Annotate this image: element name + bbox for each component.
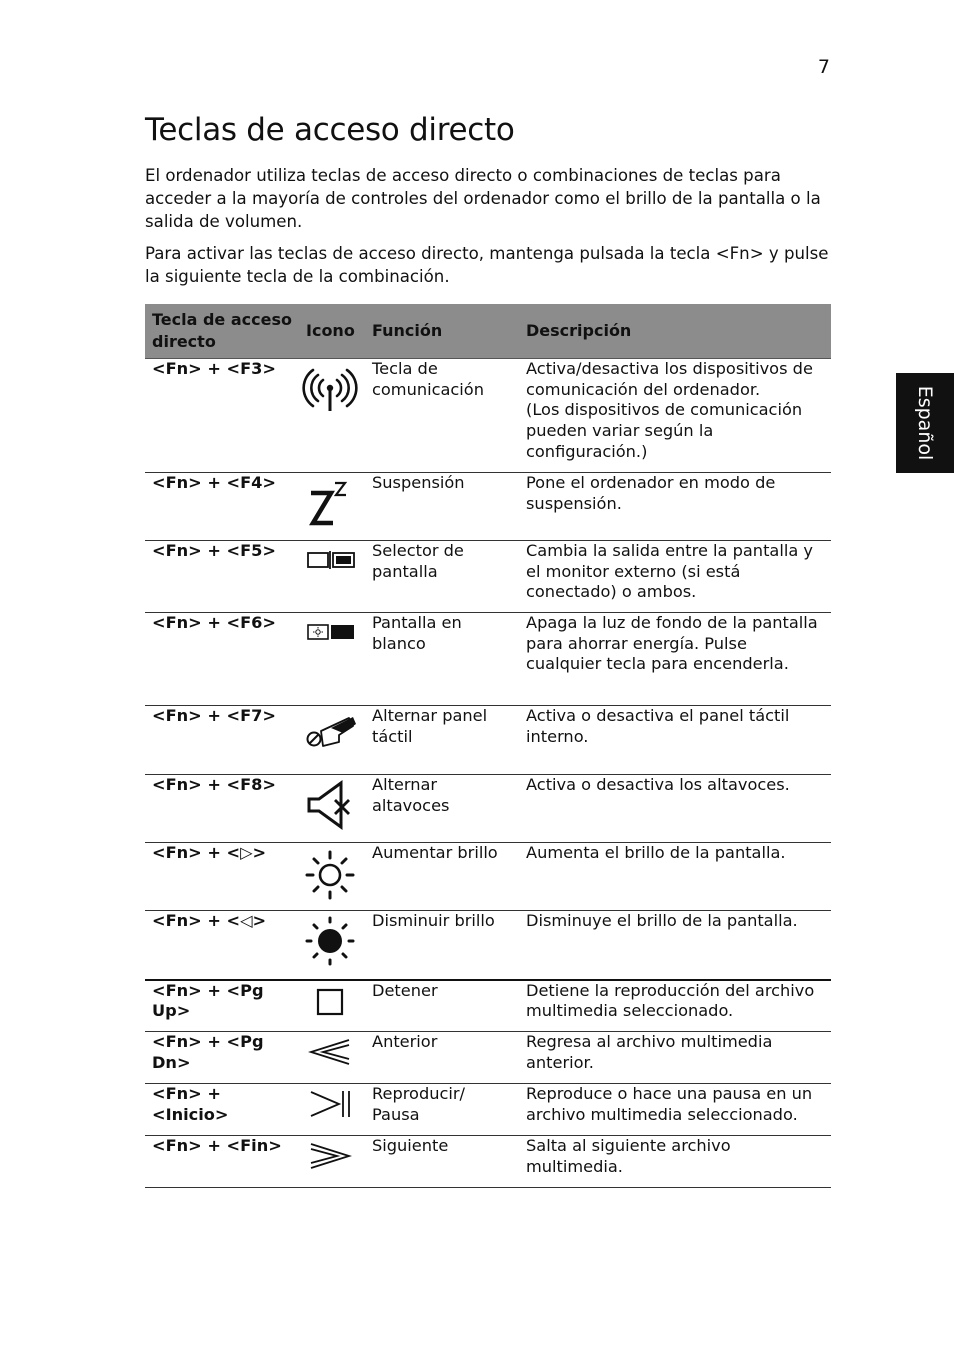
table-row	[145, 706, 831, 775]
description-cell: Apaga la luz de fondo de la pantalla para ahorrar energía. Pulse cualquier tecla para encenderla.	[519, 613, 831, 706]
hotkey-cell: <Fn> + <◁>	[145, 911, 299, 980]
description-cell: Reproduce o hace una pausa en un archivo multimedia seleccionado.	[519, 1084, 831, 1136]
function-cell: Suspensión	[365, 473, 519, 541]
table-row	[145, 541, 831, 613]
header-description: Descripción	[519, 304, 831, 359]
hotkey-cell: <Fn> + <F6>	[145, 613, 299, 706]
function-cell: Pantalla en blanco	[365, 613, 519, 706]
function-cell: Tecla de comunicación	[365, 359, 519, 473]
language-tab	[896, 373, 954, 473]
table-row	[145, 1084, 831, 1136]
page-title: Teclas de acceso directo	[145, 112, 515, 148]
page-number: 7	[817, 56, 830, 78]
table-row	[145, 911, 831, 980]
touchpad-toggle-icon	[299, 706, 365, 775]
function-cell: Siguiente	[365, 1136, 519, 1188]
description-cell: Activa o desactiva los altavoces.	[519, 775, 831, 843]
function-cell: Disminuir brillo	[365, 911, 519, 980]
sleep-icon	[299, 473, 365, 541]
hotkey-cell: <Fn> + <F3>	[145, 359, 299, 473]
description-cell: Cambia la salida entre la pantalla y el monitor externo (si está conectado) o ambos.	[519, 541, 831, 613]
previous-icon	[299, 1032, 365, 1084]
header-function: Función	[365, 304, 519, 359]
next-icon	[299, 1136, 365, 1188]
hotkey-cell: <Fn> + <F5>	[145, 541, 299, 613]
description-cell: Disminuye el brillo de la pantalla.	[519, 911, 831, 980]
table-header-row	[145, 304, 831, 359]
hotkey-cell: <Fn> + <F7>	[145, 706, 299, 775]
function-cell: Anterior	[365, 1032, 519, 1084]
function-cell: Detener	[365, 980, 519, 1032]
hotkey-table	[145, 304, 831, 1188]
hotkey-cell: <Fn> + <Inicio>	[145, 1084, 299, 1136]
table-row	[145, 359, 831, 473]
hotkey-cell: <Fn> + <Pg Dn>	[145, 1032, 299, 1084]
description-cell: Activa o desactiva el panel táctil interno.	[519, 706, 831, 775]
hotkey-cell: <Fn> + <Pg Up>	[145, 980, 299, 1032]
function-cell: Alternar altavoces	[365, 775, 519, 843]
intro-paragraph: El ordenador utiliza teclas de acceso directo o combinaciones de teclas para acceder a la mayoría de controles del ordenador como el brillo de la pantalla o la salida de volumen.	[145, 166, 821, 231]
brightness-down-icon	[299, 911, 365, 980]
header-icon: Icono	[299, 304, 365, 359]
hotkey-cell: <Fn> + <F8>	[145, 775, 299, 843]
hotkey-cell: <Fn> + <F4>	[145, 473, 299, 541]
wireless-icon	[299, 359, 365, 473]
table-row	[145, 1136, 831, 1188]
speaker-mute-icon	[299, 775, 365, 843]
screen-blank-icon	[299, 613, 365, 706]
display-toggle-icon	[299, 541, 365, 613]
description-cell: Salta al siguiente archivo multimedia.	[519, 1136, 831, 1188]
header-hotkey: Tecla de acceso directo	[145, 304, 299, 359]
description-cell: Activa/desactiva los dispositivos de comunicación del ordenador. (Los dispositivos de comunicación pueden variar según la configuración.)	[519, 359, 831, 473]
play-pause-icon	[299, 1084, 365, 1136]
language-tab-label: Español	[914, 385, 936, 461]
function-cell: Alternar panel táctil	[365, 706, 519, 775]
table-row	[145, 473, 831, 541]
description-cell: Regresa al archivo multimedia anterior.	[519, 1032, 831, 1084]
table-row	[145, 843, 831, 911]
brightness-up-icon	[299, 843, 365, 911]
function-cell: Reproducir/ Pausa	[365, 1084, 519, 1136]
stop-icon	[299, 980, 365, 1032]
description-cell: Detiene la reproducción del archivo multimedia seleccionado.	[519, 980, 831, 1032]
hotkey-cell: <Fn> + <Fin>	[145, 1136, 299, 1188]
function-cell: Selector de pantalla	[365, 541, 519, 613]
hotkey-cell: <Fn> + <▷>	[145, 843, 299, 911]
description-cell: Aumenta el brillo de la pantalla.	[519, 843, 831, 911]
function-cell: Aumentar brillo	[365, 843, 519, 911]
table-row	[145, 613, 831, 706]
table-row	[145, 1032, 831, 1084]
instruction-paragraph: Para activar las teclas de acceso directo, mantenga pulsada la tecla <Fn> y pulse la siguiente tecla de la combinación.	[145, 244, 829, 286]
table-row	[145, 775, 831, 843]
description-cell: Pone el ordenador en modo de suspensión.	[519, 473, 831, 541]
table-row	[145, 980, 831, 1032]
